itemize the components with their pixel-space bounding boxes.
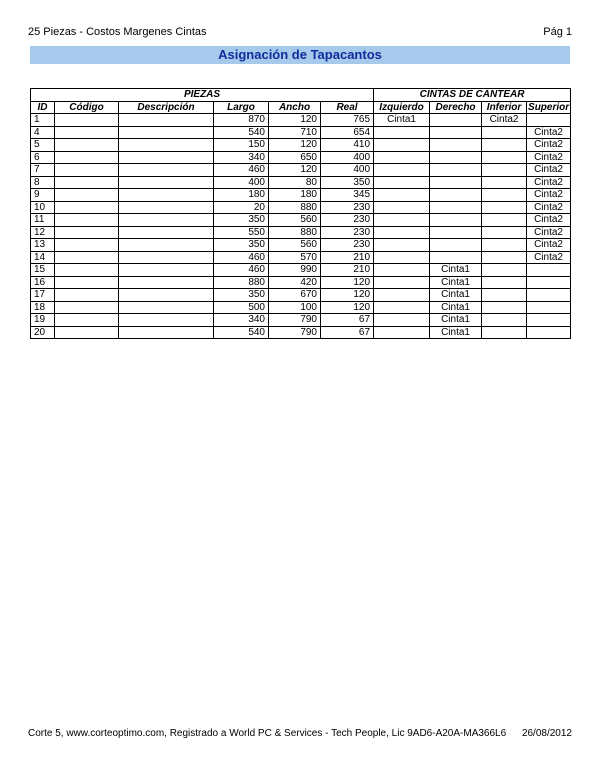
table-cell: [119, 326, 214, 339]
table-cell: [482, 126, 527, 139]
table-cell: 120: [321, 289, 374, 302]
table-cell: [482, 201, 527, 214]
table-row: [31, 301, 571, 314]
table-cell: [482, 189, 527, 202]
table-cell: [527, 289, 571, 302]
table-cell: [482, 164, 527, 177]
table-cell: 420: [269, 276, 321, 289]
table-cell: 230: [321, 201, 374, 214]
table-cell: 460: [214, 164, 269, 177]
table-cell: [527, 301, 571, 314]
table-cell: [374, 151, 430, 164]
table-cell: [374, 139, 430, 152]
table-cell: 400: [321, 151, 374, 164]
table-cell: [55, 326, 119, 339]
group-header-cintas: CINTAS DE CANTEAR: [374, 89, 571, 102]
table-cell: 765: [321, 114, 374, 127]
column-header-row: [31, 101, 571, 114]
table-cell: 120: [269, 114, 321, 127]
column-header: Derecho: [430, 101, 482, 114]
column-header: Superior: [528, 101, 570, 113]
table-cell: [374, 164, 430, 177]
page-footer: [28, 728, 572, 740]
table-cell: 10: [31, 201, 55, 214]
table-cell: 180: [269, 189, 321, 202]
table-cell: Cinta1: [430, 264, 482, 277]
table-cell: 1: [31, 114, 55, 127]
table-cell: [527, 114, 571, 127]
table-cell: 654: [321, 126, 374, 139]
table-cell: Cinta2: [527, 189, 571, 202]
table-cell: [119, 226, 214, 239]
table-row: [31, 151, 571, 164]
column-header: Código: [55, 101, 119, 114]
table-cell: 570: [269, 251, 321, 264]
table-cell: [55, 276, 119, 289]
footer-date: 26/08/2012: [521, 728, 572, 739]
table-cell: 410: [321, 139, 374, 152]
table-cell: [374, 314, 430, 327]
table-cell: [374, 251, 430, 264]
column-header: Izquierdo: [374, 101, 430, 114]
table-cell: [374, 276, 430, 289]
table-cell: [482, 264, 527, 277]
table-cell: 18: [31, 301, 55, 314]
table-cell: 400: [214, 176, 269, 189]
table-cell: [374, 264, 430, 277]
column-header: ID: [31, 101, 55, 114]
table-cell: 14: [31, 251, 55, 264]
table-cell: [55, 226, 119, 239]
table-cell: Cinta2: [527, 226, 571, 239]
table-cell: 7: [31, 164, 55, 177]
table-cell: Cinta1: [430, 314, 482, 327]
table-cell: Cinta2: [527, 151, 571, 164]
table-cell: [374, 301, 430, 314]
table-cell: [430, 114, 482, 127]
table-cell: 880: [214, 276, 269, 289]
table-cell: 710: [269, 126, 321, 139]
table-cell: [527, 326, 571, 339]
table-cell: 400: [321, 164, 374, 177]
table-cell: 340: [214, 314, 269, 327]
table-cell: [119, 189, 214, 202]
table-cell: 15: [31, 264, 55, 277]
table-cell: [374, 226, 430, 239]
table-cell: 11: [31, 214, 55, 227]
table-cell: Cinta2: [527, 251, 571, 264]
table-cell: 560: [269, 214, 321, 227]
page-header: [28, 26, 572, 39]
table-cell: [430, 201, 482, 214]
table-cell: 230: [321, 214, 374, 227]
table-cell: Cinta1: [430, 326, 482, 339]
table-row: [31, 226, 571, 239]
table-cell: 8: [31, 176, 55, 189]
table-cell: [55, 239, 119, 252]
table-cell: 650: [269, 151, 321, 164]
table-cell: [482, 176, 527, 189]
table-cell: 20: [31, 326, 55, 339]
table-cell: Cinta2: [482, 114, 527, 127]
table-cell: 16: [31, 276, 55, 289]
table-cell: 210: [321, 251, 374, 264]
table-cell: [119, 176, 214, 189]
table-row: [31, 214, 571, 227]
table-cell: [119, 139, 214, 152]
table-cell: [119, 114, 214, 127]
table-cell: 500: [214, 301, 269, 314]
table-cell: 120: [321, 276, 374, 289]
table-cell: 340: [214, 151, 269, 164]
table-cell: Cinta1: [374, 114, 430, 127]
table-cell: Cinta2: [527, 126, 571, 139]
table-cell: [55, 151, 119, 164]
table-cell: [55, 289, 119, 302]
table-cell: [119, 314, 214, 327]
table-row: [31, 326, 571, 339]
table-cell: 67: [321, 314, 374, 327]
table-cell: 5: [31, 139, 55, 152]
table-cell: 20: [214, 201, 269, 214]
table-cell: 9: [31, 189, 55, 202]
column-header: Real: [321, 101, 374, 114]
table-cell: 460: [214, 264, 269, 277]
column-header: Inferior: [482, 101, 527, 114]
table-cell: 150: [214, 139, 269, 152]
table-cell: [374, 176, 430, 189]
table-cell: 790: [269, 314, 321, 327]
table-cell: [482, 326, 527, 339]
footer-license-text: Corte 5, www.corteoptimo.com, Registrado a World PC & Services - Tech People, Lic 9AD6-A20A-MA366L6: [28, 728, 507, 739]
table-cell: 19: [31, 314, 55, 327]
table-row: [31, 251, 571, 264]
table-cell: [119, 301, 214, 314]
table-cell: [430, 139, 482, 152]
table-row: [31, 164, 571, 177]
table-cell: 350: [321, 176, 374, 189]
table-cell: 4: [31, 126, 55, 139]
table-cell: [482, 214, 527, 227]
table-cell: 560: [269, 239, 321, 252]
table-cell: [374, 201, 430, 214]
table-cell: 12: [31, 226, 55, 239]
table-cell: 6: [31, 151, 55, 164]
table-cell: [430, 239, 482, 252]
table-cell: Cinta2: [527, 139, 571, 152]
table-cell: 550: [214, 226, 269, 239]
table-cell: 230: [321, 226, 374, 239]
table-cell: [482, 139, 527, 152]
table-cell: 100: [269, 301, 321, 314]
table-cell: [55, 314, 119, 327]
table-cell: [119, 201, 214, 214]
tapacantos-table: [30, 88, 571, 339]
table-cell: [430, 126, 482, 139]
table-cell: [119, 164, 214, 177]
table-cell: 990: [269, 264, 321, 277]
table-cell: [374, 214, 430, 227]
table-cell: Cinta2: [527, 214, 571, 227]
table-cell: [482, 301, 527, 314]
table-cell: 540: [214, 126, 269, 139]
table-cell: 180: [214, 189, 269, 202]
table-cell: [374, 126, 430, 139]
table-cell: [527, 314, 571, 327]
table-cell: [119, 214, 214, 227]
banner-title: Asignación de Tapacantos: [30, 46, 570, 64]
table-cell: 120: [269, 139, 321, 152]
table-row: [31, 176, 571, 189]
table-cell: [55, 189, 119, 202]
table-cell: 870: [214, 114, 269, 127]
table-cell: [55, 164, 119, 177]
table-cell: 17: [31, 289, 55, 302]
group-header-piezas: PIEZAS: [31, 89, 374, 102]
table-cell: [527, 276, 571, 289]
table-cell: 13: [31, 239, 55, 252]
table-row: [31, 289, 571, 302]
table-cell: [119, 251, 214, 264]
table-row: [31, 114, 571, 127]
table-cell: [119, 264, 214, 277]
table-cell: [482, 314, 527, 327]
table-cell: Cinta1: [430, 289, 482, 302]
table-cell: 670: [269, 289, 321, 302]
table-cell: 230: [321, 239, 374, 252]
table-cell: [55, 251, 119, 264]
column-header: Largo: [214, 101, 269, 114]
table-cell: 460: [214, 251, 269, 264]
table-cell: [55, 201, 119, 214]
table-cell: [482, 239, 527, 252]
table-cell: 210: [321, 264, 374, 277]
table-cell: 350: [214, 239, 269, 252]
table-cell: [55, 114, 119, 127]
group-header-row: [31, 89, 571, 102]
table-cell: Cinta1: [430, 301, 482, 314]
table-cell: 345: [321, 189, 374, 202]
table-cell: 790: [269, 326, 321, 339]
table-cell: 120: [321, 301, 374, 314]
table-row: [31, 276, 571, 289]
table-row: [31, 189, 571, 202]
table-row: [31, 201, 571, 214]
table-cell: [55, 301, 119, 314]
table-cell: [374, 326, 430, 339]
table-cell: [527, 264, 571, 277]
table-cell: [430, 251, 482, 264]
table-cell: [482, 226, 527, 239]
table-cell: [430, 164, 482, 177]
table-cell: [119, 276, 214, 289]
table-cell: 67: [321, 326, 374, 339]
table-cell: [430, 214, 482, 227]
table-cell: [482, 289, 527, 302]
table-cell: [374, 289, 430, 302]
table-row: [31, 264, 571, 277]
table-cell: [430, 176, 482, 189]
table-row: [31, 239, 571, 252]
table-cell: [119, 151, 214, 164]
column-header: Ancho: [269, 101, 321, 114]
table-cell: 540: [214, 326, 269, 339]
table-cell: 350: [214, 289, 269, 302]
table-cell: Cinta2: [527, 201, 571, 214]
table-cell: [119, 239, 214, 252]
table-cell: 880: [269, 201, 321, 214]
table-row: [31, 314, 571, 327]
table-cell: [374, 189, 430, 202]
table-cell: 880: [269, 226, 321, 239]
page-number: Pág 1: [543, 26, 572, 38]
table-cell: Cinta2: [527, 164, 571, 177]
table-cell: 80: [269, 176, 321, 189]
table-cell: [55, 214, 119, 227]
table-cell: [482, 151, 527, 164]
table-cell: 120: [269, 164, 321, 177]
table-cell: Cinta2: [527, 239, 571, 252]
table-row: [31, 139, 571, 152]
table-cell: [55, 126, 119, 139]
table-cell: [55, 176, 119, 189]
table-cell: [430, 226, 482, 239]
table-row: [31, 126, 571, 139]
table-cell: [430, 189, 482, 202]
table-cell: [482, 276, 527, 289]
table-cell: [55, 139, 119, 152]
table-cell: [430, 151, 482, 164]
report-title: 25 Piezas - Costos Margenes Cintas: [28, 26, 207, 38]
table-cell: [374, 239, 430, 252]
column-header: Descripción: [119, 101, 214, 114]
table-cell: Cinta2: [527, 176, 571, 189]
table-cell: Cinta1: [430, 276, 482, 289]
table-cell: [55, 264, 119, 277]
table-cell: 350: [214, 214, 269, 227]
table-cell: [119, 289, 214, 302]
table-cell: [119, 126, 214, 139]
table-cell: [482, 251, 527, 264]
